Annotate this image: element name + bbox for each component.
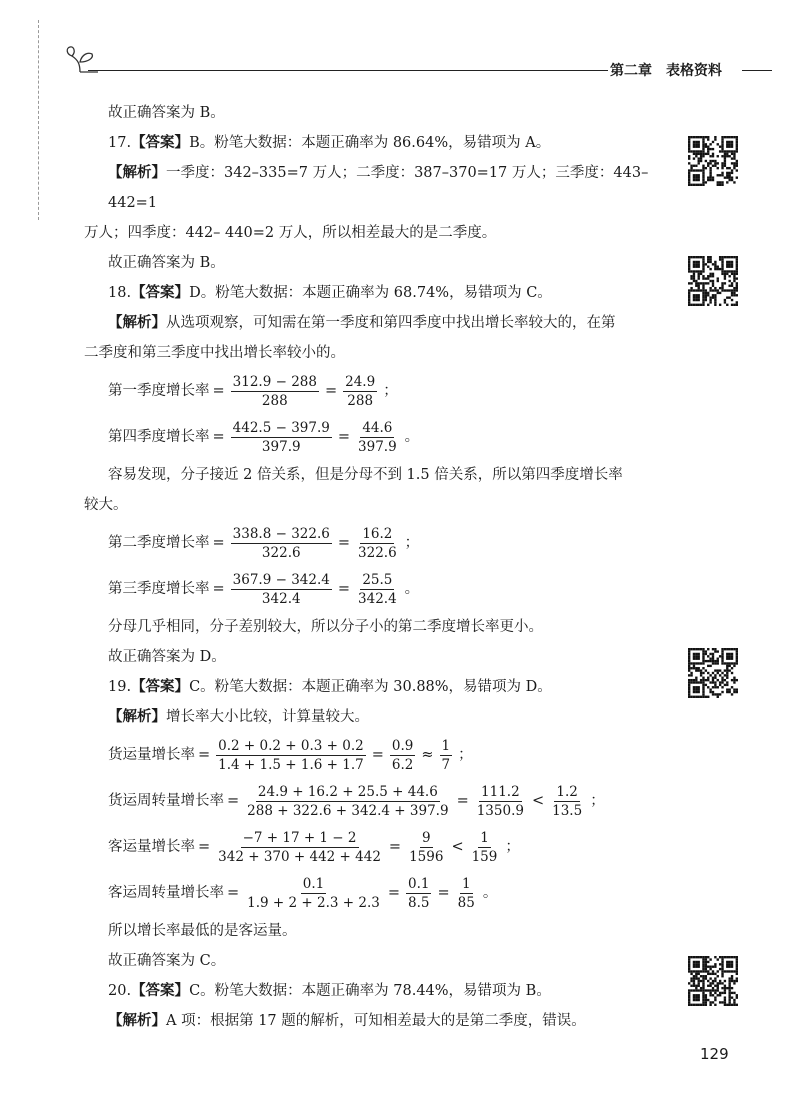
fraction-denominator: 1350.9 <box>476 802 524 819</box>
answer-line <box>84 672 664 702</box>
line-text: B。粉笔大数据：本题正确率为 86.64%，易错项为 A。 <box>189 135 551 151</box>
answer-line <box>84 976 664 1006</box>
math-operator: = <box>456 793 469 809</box>
fraction <box>550 783 584 820</box>
fraction <box>456 875 477 912</box>
math-operator: = <box>324 383 338 399</box>
fraction <box>216 737 366 774</box>
text-line <box>84 248 664 278</box>
math-operator: < <box>531 793 545 809</box>
fraction-numerator: 24.9 + 16.2 + 25.5 + 44.6 <box>257 783 438 800</box>
header-rule <box>88 70 608 71</box>
formula-line <box>84 824 664 870</box>
math-operator: ； <box>505 839 520 855</box>
section-tag: 【答案】 <box>131 284 190 301</box>
line-text: C。粉笔大数据：本题正确率为 30.88%，易错项为 D。 <box>189 679 552 695</box>
qr-code-icon[interactable] <box>688 956 738 1006</box>
math-operator: < <box>451 839 464 855</box>
text-line <box>84 98 664 128</box>
fraction-denominator: 288 + 322.6 + 342.4 + 397.9 <box>247 802 449 819</box>
math-operator: = <box>387 885 400 901</box>
fraction <box>245 783 450 820</box>
text-line <box>84 218 664 248</box>
chapter-section: 表格资料 <box>666 63 722 79</box>
fraction-numerator: 1 <box>480 829 489 846</box>
fraction <box>356 571 399 608</box>
formula-line <box>84 870 664 916</box>
section-tag: 【答案】 <box>131 134 190 151</box>
section-tag: 【解析】 <box>108 314 166 331</box>
text-line <box>84 612 664 642</box>
math-operator: = <box>227 885 240 901</box>
math-operator: = <box>388 839 402 855</box>
fraction-numerator: 1.2 <box>556 783 578 800</box>
formula-line <box>84 414 664 460</box>
fraction <box>231 419 332 456</box>
fraction-numerator: 44.6 <box>362 419 393 436</box>
fraction-numerator: 0.2 + 0.2 + 0.3 + 0.2 <box>218 737 364 754</box>
formula-line <box>84 778 664 824</box>
math-operator: = <box>198 747 211 763</box>
math-operator: ； <box>590 793 605 809</box>
formula-label: 货运量增长率 <box>108 747 195 763</box>
fraction-denominator: 13.5 <box>552 802 583 819</box>
fraction <box>406 875 431 912</box>
fraction-denominator: 342.4 <box>261 590 301 607</box>
fraction <box>343 373 377 410</box>
math-operator: = <box>227 793 240 809</box>
line-text: 故正确答案为 C。 <box>108 953 226 969</box>
math-operator: = <box>371 747 384 763</box>
line-text: 故正确答案为 D。 <box>108 649 226 665</box>
math-operator: = <box>437 885 450 901</box>
fraction-numerator: 367.9 − 342.4 <box>232 571 330 588</box>
line-text: D。粉笔大数据：本题正确率为 68.74%，易错项为 C。 <box>189 285 552 301</box>
fraction-denominator: 85 <box>457 894 475 911</box>
text-line <box>84 916 664 946</box>
header-rule-tail <box>742 70 772 71</box>
answer-line <box>84 128 664 158</box>
fraction-numerator: 0.9 <box>391 737 414 754</box>
question-number: 19. <box>108 679 132 695</box>
fraction-numerator: 111.2 <box>481 783 520 800</box>
line-text: 万人；四季度：442– 440=2 万人，所以相差最大的是二季度。 <box>84 225 497 241</box>
fraction <box>390 737 415 774</box>
formula-line <box>84 368 664 414</box>
line-text: 容易发现，分子接近 2 倍关系，但是分母不到 1.5 倍关系，所以第四季度增长率 <box>108 467 623 483</box>
fraction <box>407 829 445 866</box>
fraction-denominator: 1.9 + 2 + 2.3 + 2.3 <box>247 894 380 911</box>
section-tag: 【答案】 <box>131 982 190 999</box>
math-operator: = <box>337 429 351 445</box>
fraction-denominator: 397.9 <box>261 438 301 455</box>
math-operator: 。 <box>482 885 498 901</box>
fraction-numerator: 1 <box>441 737 451 754</box>
text-line <box>84 946 664 976</box>
fraction-numerator: 312.9 − 288 <box>232 373 317 390</box>
math-operator: = <box>212 429 225 445</box>
fraction-denominator: 8.5 <box>408 894 430 911</box>
line-text: 从选项观察，可知需在第一季度和第四季度中找出增长率较大的，在第 <box>166 315 616 331</box>
math-operator: ； <box>383 383 398 399</box>
fraction-numerator: 1 <box>461 875 471 892</box>
fraction <box>356 419 399 456</box>
fraction-denominator: 342 + 370 + 442 + 442 <box>218 848 381 865</box>
line-text: 二季度和第三季度中找出增长率较小的。 <box>84 345 345 361</box>
formula-label: 客运周转量增长率 <box>108 885 224 901</box>
line-text: 增长率大小比较，计算量较大。 <box>166 709 369 725</box>
fraction <box>231 525 332 562</box>
question-number: 17. <box>108 135 132 151</box>
qr-code-icon[interactable] <box>688 136 738 186</box>
math-operator: 。 <box>404 581 420 597</box>
line-text: 较大。 <box>84 497 128 513</box>
question-number: 18. <box>108 285 132 301</box>
line-text: 分母几乎相同，分子差别较大，所以分子小的第二季度增长率更小。 <box>108 619 543 635</box>
formula-line <box>84 566 664 612</box>
formula-label: 货运周转量增长率 <box>108 793 224 809</box>
qr-code-icon[interactable] <box>688 256 738 306</box>
math-operator: ； <box>404 535 420 551</box>
formula-label: 第二季度增长率 <box>108 535 210 551</box>
fraction <box>231 571 332 608</box>
fraction-denominator: 159 <box>471 848 498 865</box>
fraction-numerator: 0.1 <box>408 875 430 892</box>
answer-line <box>84 158 664 218</box>
text-line <box>84 642 664 672</box>
fraction-numerator: −7 + 17 + 1 − 2 <box>242 829 357 846</box>
fraction-denominator: 342.4 <box>358 590 397 607</box>
fraction-denominator: 6.2 <box>391 756 414 773</box>
fraction <box>470 829 500 866</box>
formula-label: 第一季度增长率 <box>108 383 210 399</box>
answer-line <box>84 308 664 338</box>
fraction <box>245 875 382 912</box>
chapter-number: 第二章 <box>610 63 652 79</box>
math-operator: 。 <box>404 429 420 445</box>
fraction-denominator: 322.6 <box>261 544 301 561</box>
formula-label: 第四季度增长率 <box>108 429 210 445</box>
answer-line <box>84 1006 664 1036</box>
fraction <box>231 373 319 410</box>
answer-line <box>84 702 664 732</box>
fraction-numerator: 9 <box>421 829 431 846</box>
fraction <box>356 525 399 562</box>
math-operator: = <box>198 839 211 855</box>
text-line <box>84 460 664 490</box>
line-text: 所以增长率最低的是客运量。 <box>108 923 297 939</box>
formula-label: 第三季度增长率 <box>108 581 210 597</box>
line-text: A 项：根据第 17 题的解析，可知相差最大的是第二季度，错误。 <box>166 1013 586 1029</box>
formula-line <box>84 520 664 566</box>
fraction-numerator: 0.1 <box>302 875 325 892</box>
line-text: 故正确答案为 B。 <box>108 105 225 121</box>
page-header <box>0 0 800 90</box>
math-operator: = <box>212 383 225 399</box>
chapter-title <box>610 60 722 80</box>
answer-explanations <box>84 98 664 1036</box>
math-operator: = <box>337 581 351 597</box>
fraction <box>440 737 453 774</box>
formula-label: 客运量增长率 <box>108 839 195 855</box>
math-operator: = <box>337 535 351 551</box>
text-line <box>84 338 664 368</box>
fraction-denominator: 288 <box>347 392 374 409</box>
question-number: 20. <box>108 983 132 999</box>
fraction-denominator: 397.9 <box>358 438 397 455</box>
fraction-numerator: 338.8 − 322.6 <box>232 525 330 542</box>
formula-line <box>84 732 664 778</box>
math-operator: ； <box>458 747 473 763</box>
section-tag: 【答案】 <box>131 678 190 695</box>
fraction-numerator: 16.2 <box>362 525 393 542</box>
qr-code-icon[interactable] <box>688 648 738 698</box>
fraction <box>216 829 383 866</box>
line-text: 一季度：342–335=7 万人；二季度：387–370=17 万人；三季度：443– 442=1 <box>108 165 649 211</box>
fraction <box>475 783 526 820</box>
fraction-denominator: 1.4 + 1.5 + 1.6 + 1.7 <box>218 756 364 773</box>
fraction-denominator: 288 <box>261 392 288 409</box>
line-text: C。粉笔大数据：本题正确率为 78.44%，易错项为 B。 <box>189 983 551 999</box>
fraction-denominator: 1596 <box>409 848 444 865</box>
fraction-denominator: 322.6 <box>358 544 397 561</box>
section-tag: 【解析】 <box>108 1012 166 1029</box>
math-operator: ≈ <box>421 747 434 763</box>
fraction-numerator: 442.5 − 397.9 <box>232 419 330 436</box>
fraction-numerator: 25.5 <box>362 571 393 588</box>
fraction-numerator: 24.9 <box>345 373 376 390</box>
answer-line <box>84 278 664 308</box>
fraction-denominator: 7 <box>441 756 451 773</box>
math-operator: = <box>212 581 225 597</box>
section-tag: 【解析】 <box>108 708 166 725</box>
section-tag: 【解析】 <box>108 164 166 181</box>
text-line <box>84 490 664 520</box>
page-number: 129 <box>700 1045 729 1063</box>
math-operator: = <box>212 535 225 551</box>
line-text: 故正确答案为 B。 <box>108 255 225 271</box>
